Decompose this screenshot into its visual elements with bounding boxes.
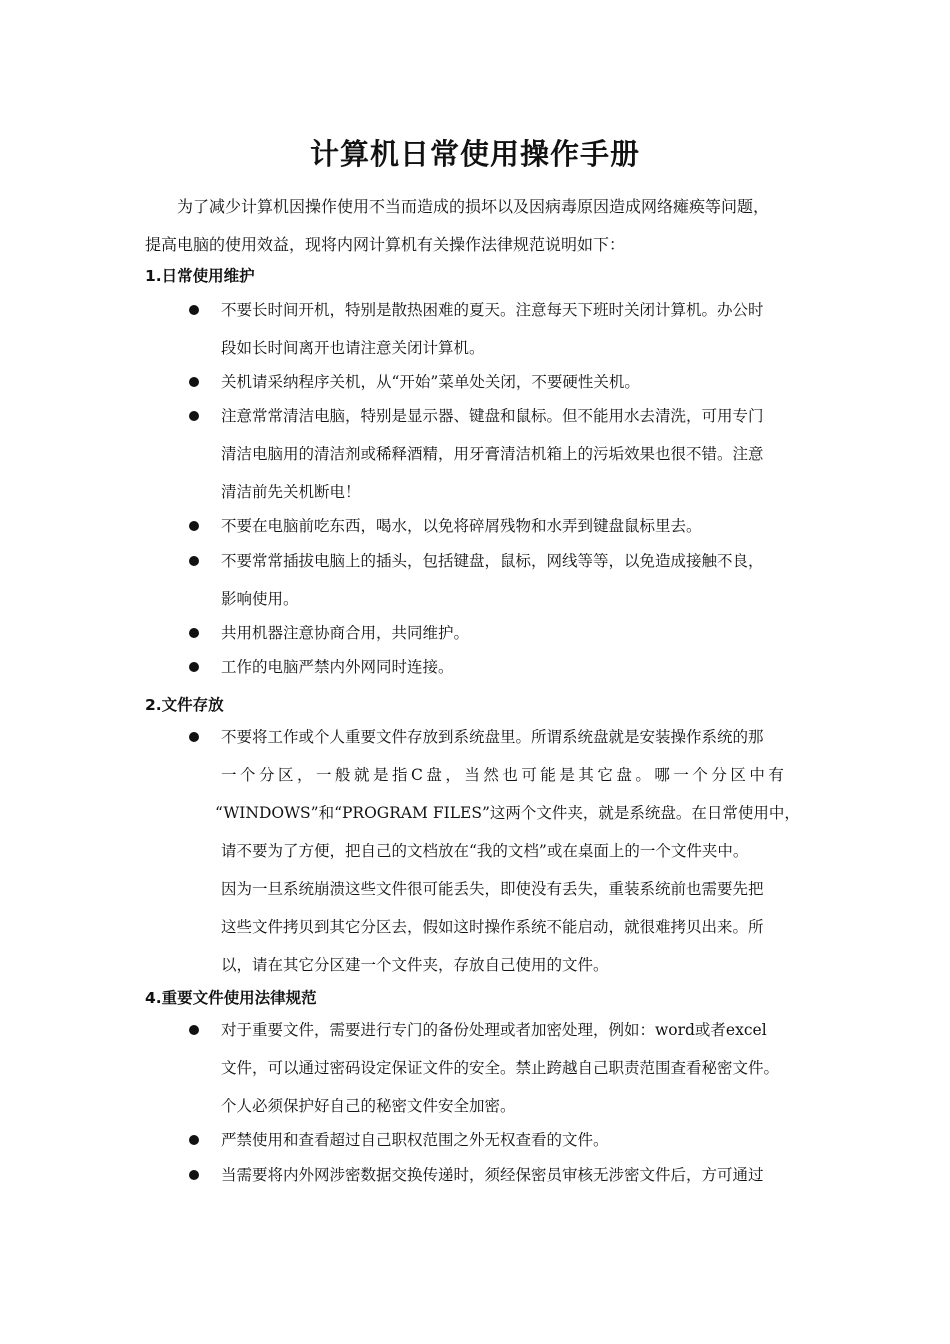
bullet-icon	[189, 662, 199, 672]
bullet-icon	[189, 377, 199, 387]
item-line: 对于重要文件，需要进行专门的备份处理或者加密处理，例如：word或者excel	[221, 1021, 767, 1039]
item-line: 请不要为了方便，把自己的文档放在“我的文档”或在桌面上的一个文件夹中。	[221, 842, 749, 860]
section-heading: 1.日常使用维护	[145, 267, 255, 285]
item-line: 这些文件拷贝到其它分区去，假如这时操作系统不能启动，就很难拷贝出来。所	[221, 918, 764, 936]
item-line: 影响使用。	[221, 590, 299, 608]
bullet-icon	[189, 628, 199, 638]
page-title: 计算机日常使用操作手册	[309, 137, 640, 171]
bullet-icon	[189, 556, 199, 566]
item-line: 个人必须保护好自己的秘密文件安全加密。	[221, 1097, 516, 1115]
item-line: 严禁使用和查看超过自己职权范围之外无权查看的文件。	[221, 1131, 609, 1149]
item-line: 不要将工作或个人重要文件存放到系统盘里。所谓系统盘就是安装操作系统的那	[221, 728, 764, 746]
intro-line: 提高电脑的使用效益，现将内网计算机有关操作法律规范说明如下：	[145, 235, 626, 254]
intro-line: 为了减少计算机因操作使用不当而造成的损坏以及因病毒原因造成网络瘫痪等问题，	[177, 197, 770, 216]
bullet-icon	[189, 1135, 199, 1145]
item-line: 不要常常插拔电脑上的插头，包括键盘，鼠标，网线等等，以免造成接触不良，	[221, 552, 764, 570]
item-line: 文件，可以通过密码设定保证文件的安全。禁止跨越自己职责范围查看秘密文件。	[221, 1059, 780, 1077]
item-line: 清洁电脑用的清洁剂或稀释酒精，用牙膏清洁机箱上的污垢效果也很不错。注意	[221, 445, 764, 463]
item-line: 清洁前先关机断电！	[221, 483, 361, 501]
section-heading: 4.重要文件使用法律规范	[145, 989, 317, 1007]
bullet-icon	[189, 521, 199, 531]
item-line: “WINDOWS”和“PROGRAM FILES”这两个文件夹，就是系统盘。在日常使用中，	[215, 804, 800, 822]
item-line: 不要在电脑前吃东西，喝水，以免将碎屑残物和水弄到键盘鼠标里去。	[221, 517, 702, 535]
section-heading: 2.文件存放	[145, 696, 224, 714]
item-line: 注意常常清洁电脑，特别是显示器、键盘和鼠标。但不能用水去清洗，可用专门	[221, 407, 764, 425]
intro-paragraph	[145, 191, 769, 261]
item-line: 一个分区，一般就是指C盘，当然也可能是其它盘。哪一个分区中有	[221, 766, 788, 784]
bullet-icon	[189, 732, 199, 742]
bullet-icon	[189, 411, 199, 421]
bullet-icon	[189, 1025, 199, 1035]
item-line: 不要长时间开机，特别是散热困难的夏天。注意每天下班时关闭计算机。办公时	[221, 301, 764, 319]
bullet-icon	[189, 305, 199, 315]
bullet-icon	[189, 1170, 199, 1180]
item-line: 关机请采纳程序关机，从“开始”菜单处关闭，不要硬性关机。	[221, 373, 640, 391]
item-line: 共用机器注意协商合用，共同维护。	[221, 624, 470, 642]
item-line: 以，请在其它分区建一个文件夹，存放自己使用的文件。	[221, 956, 609, 974]
item-line: 工作的电脑严禁内外网同时连接。	[221, 658, 454, 676]
item-line: 当需要将内外网涉密数据交换传递时，须经保密员审核无涉密文件后，方可通过	[221, 1166, 764, 1184]
item-line: 因为一旦系统崩溃这些文件很可能丢失，即使没有丢失，重装系统前也需要先把	[221, 880, 764, 898]
item-line: 段如长时间离开也请注意关闭计算机。	[221, 339, 485, 357]
